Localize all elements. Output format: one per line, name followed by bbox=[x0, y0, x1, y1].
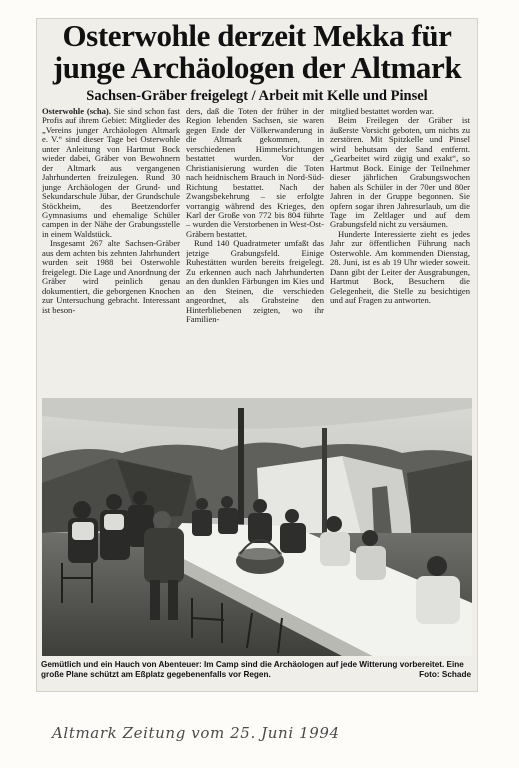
headline-line-2: junge Archäologen der Altmark bbox=[52, 50, 462, 85]
article-column-2 bbox=[186, 107, 324, 391]
article-subheadline: Sachsen-Gräber freigelegt / Arbeit mit Kelle und Pinsel bbox=[86, 88, 428, 104]
article-headline bbox=[41, 20, 473, 84]
photo-caption bbox=[41, 660, 473, 680]
photo-credit: Foto: Schade bbox=[419, 670, 471, 679]
column-3-paragraph-3: Hunderte Interessierte zieht es jedes Jahr zur öffentlichen Führung nach Osterwohle. Am kommenden Dienstag, 28. Juni, ist es ab 19 Uhr wieder soweit. Dann gibt der Leiter der Ausgrabungen, Hartmut Bock, Besuchern die Gelegenheit, die Stelle zu besichtigen und auf Fragen zu antworten. bbox=[330, 228, 470, 306]
column-2-paragraph-2: Rund 140 Quadratmeter umfaßt das jetzige Grabungsfeld. Einige Ruhestätten wurden bereits freigelegt. Zu erkennen auch nach Jahrhunderten an den dunklen Färbungen im Kies und an den Steinen, die verschieden angeordnet, als Grabsteine den Hinterbliebenen zeigten, wo ihr Familien- bbox=[186, 238, 324, 324]
headline-line-1: Osterwohle derzeit Mekka für bbox=[62, 18, 452, 53]
caption-text: Gemütlich und ein Hauch von Abenteuer: Im Camp sind die Archäologen auf jede Witterung vorbereitet. Eine große Plane schützt am Eßplatz gegebenenfalls vor Regen. bbox=[41, 660, 464, 679]
article-column-1 bbox=[42, 107, 180, 391]
column-3-paragraph-2: Beim Freilegen der Gräber ist äußerste Vorsicht geboten, um nichts zu zerstören. Mit Spitzkelle und Pinsel wird behutsam der Sand entfernt. „Gearbeitet wird zügig und exakt“, so Hartmut Bock. Einige der Teilnehmer dieser jährlichen Grabungswochen haben als Schüler in der 70er und 80er Jahren in der Gruppe begonnen. Sie opfern sogar ihren Jahresurlaub, um die Tage im Zeltlager und auf dem Grabungsfeld nicht zu versäumen. bbox=[330, 115, 470, 230]
handwritten-source-note: Altmark Zeitung vom 25. Juni 1994 bbox=[52, 724, 340, 742]
dateline: Osterwohle (scha). bbox=[42, 107, 111, 116]
column-1-paragraph-2: Insgesamt 267 alte Sachsen-Gräber aus dem achten bis zehnten Jahrhundert wurden seit 1988 bei Osterwohle freigelegt. Die Lage und Anordnung der Gräber wird peinlich genau dokumentiert, die geborgenen Knochen zur Untersuchung gebracht. Interessant ist beson- bbox=[42, 238, 180, 315]
article-column-3 bbox=[330, 107, 470, 391]
column-3-paragraph-1: mitglied bestattet worden war. bbox=[330, 107, 435, 116]
column-2-paragraph-1: ders, daß die Toten der früher in der Region lebenden Sachsen, sie waren gegen Ende der Völkerwanderung in die Altmark gekommen, in verschiedenen Himmelsrichtungen bestattet wurden. Vor der Christianisierung wurden die Toten nach heidnischem Brauch in Nord-Süd-Richtung bestattet. Nach der Zwangsbekehrung – sie erfolgte vorrangig während des Krieges, den Karl der Große von 772 bis 804 führte – wurden die Verstorbenen in West-Ost-Gräbern bestattet. bbox=[186, 107, 324, 239]
column-1-paragraph-1: Sie sind schon fast Profis auf ihrem Gebiet: Mitglieder des „Vereins junger Archäologen Altmark e. V.“ sind dieser Tage bei Osterwohle unter Anleitung von Hartmut Bock wieder dabei, Gräber von Bewohnern der Altmark aus vergangenen Jahrhunderten freizulegen. Rund 30 junge Archäologen der Grund- und Sekundarschule Jübar, der Grundschule Stöckheim, des Beetzendorfer Gymnasiums und ehemalige Schüler campen in der Nähe der Grabungsstelle in einem Waldstück. bbox=[42, 107, 180, 239]
camp-photo bbox=[42, 398, 472, 656]
